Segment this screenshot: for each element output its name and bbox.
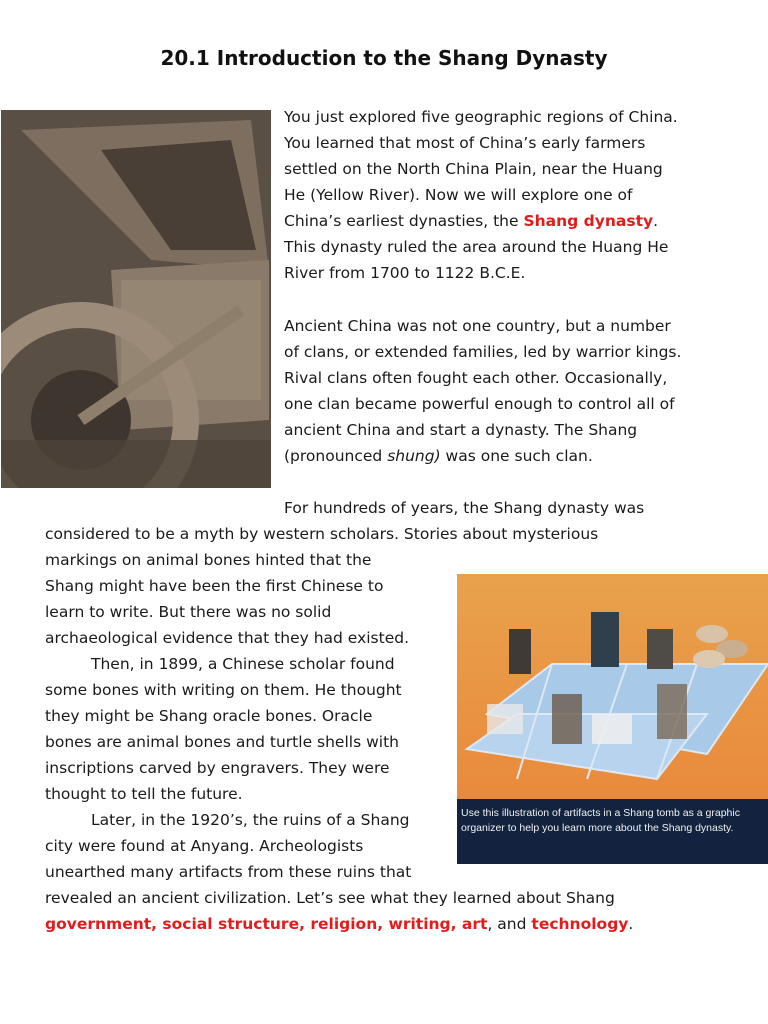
text-line: learn to write. But there was no solid — [45, 603, 332, 621]
text-line: This dynasty ruled the area around the Huang He — [284, 238, 669, 256]
intro-paragraph — [284, 104, 764, 286]
text-line: settled on the North China Plain, near the Huang — [284, 160, 663, 178]
text-line: they might be Shang oracle bones. Oracle — [45, 707, 373, 725]
text-line: city were found at Anyang. Archeologists — [45, 837, 364, 855]
text-line: unearthed many artifacts from these ruins that — [45, 863, 412, 881]
text-line: ancient China and start a dynasty. The Shang — [284, 421, 638, 439]
text-line: bones are animal bones and turtle shells with — [45, 733, 399, 751]
text-line: inscriptions carved by engravers. They were — [45, 759, 390, 777]
tomb-artifacts-illustration — [457, 574, 768, 864]
text-line: (pronounced shung) was one such clan. — [284, 447, 593, 465]
text-line: Rival clans often fought each other. Occasionally, — [284, 369, 668, 387]
text-line: He (Yellow River). Now we will explore one of — [284, 186, 633, 204]
text-line: You just explored five geographic regions of China. — [284, 108, 678, 126]
myth-paragraph-start — [284, 495, 764, 521]
chariot-photo — [1, 110, 271, 488]
text-line: considered to be a myth by western scholars. Stories about mysterious — [45, 525, 599, 543]
text-line: For hundreds of years, the Shang dynasty was — [284, 499, 645, 517]
keyword-shang-dynasty: Shang dynasty — [523, 212, 654, 230]
text-line: government, social structure, religion, writing, art, and technology. — [45, 915, 634, 933]
text-line: River from 1700 to 1122 B.C.E. — [284, 264, 526, 282]
text-line: Then, in 1899, a Chinese scholar found — [91, 655, 395, 673]
text-line: markings on animal bones hinted that the — [45, 551, 372, 569]
keyword-topics: government, social structure, religion, writing, art — [45, 915, 488, 933]
text-line: You learned that most of China’s early farmers — [284, 134, 646, 152]
page-title: 20.1 Introduction to the Shang Dynasty — [160, 46, 608, 70]
text-line: of clans, or extended families, led by warrior kings. — [284, 343, 682, 361]
text-line: archaeological evidence that they had existed. — [45, 629, 410, 647]
keyword-technology: technology — [531, 915, 629, 933]
text-line: China’s earliest dynasties, the Shang dynasty. — [284, 212, 659, 230]
text-line: thought to tell the future. — [45, 785, 243, 803]
text-line: Ancient China was not one country, but a number — [284, 317, 671, 335]
text-line: some bones with writing on them. He thought — [45, 681, 402, 699]
text-line: Shang might have been the first Chinese to — [45, 577, 384, 595]
clans-paragraph — [284, 313, 764, 469]
text-line: revealed an ancient civilization. Let’s see what they learned about Shang — [45, 889, 615, 907]
text-line: Later, in the 1920’s, the ruins of a Shang — [91, 811, 410, 829]
text-line: one clan became powerful enough to control all of — [284, 395, 675, 413]
illustration-caption: Use this illustration of artifacts in a Shang tomb as a graphic organizer to help you learn more about the Shang dynasty. — [461, 807, 740, 834]
